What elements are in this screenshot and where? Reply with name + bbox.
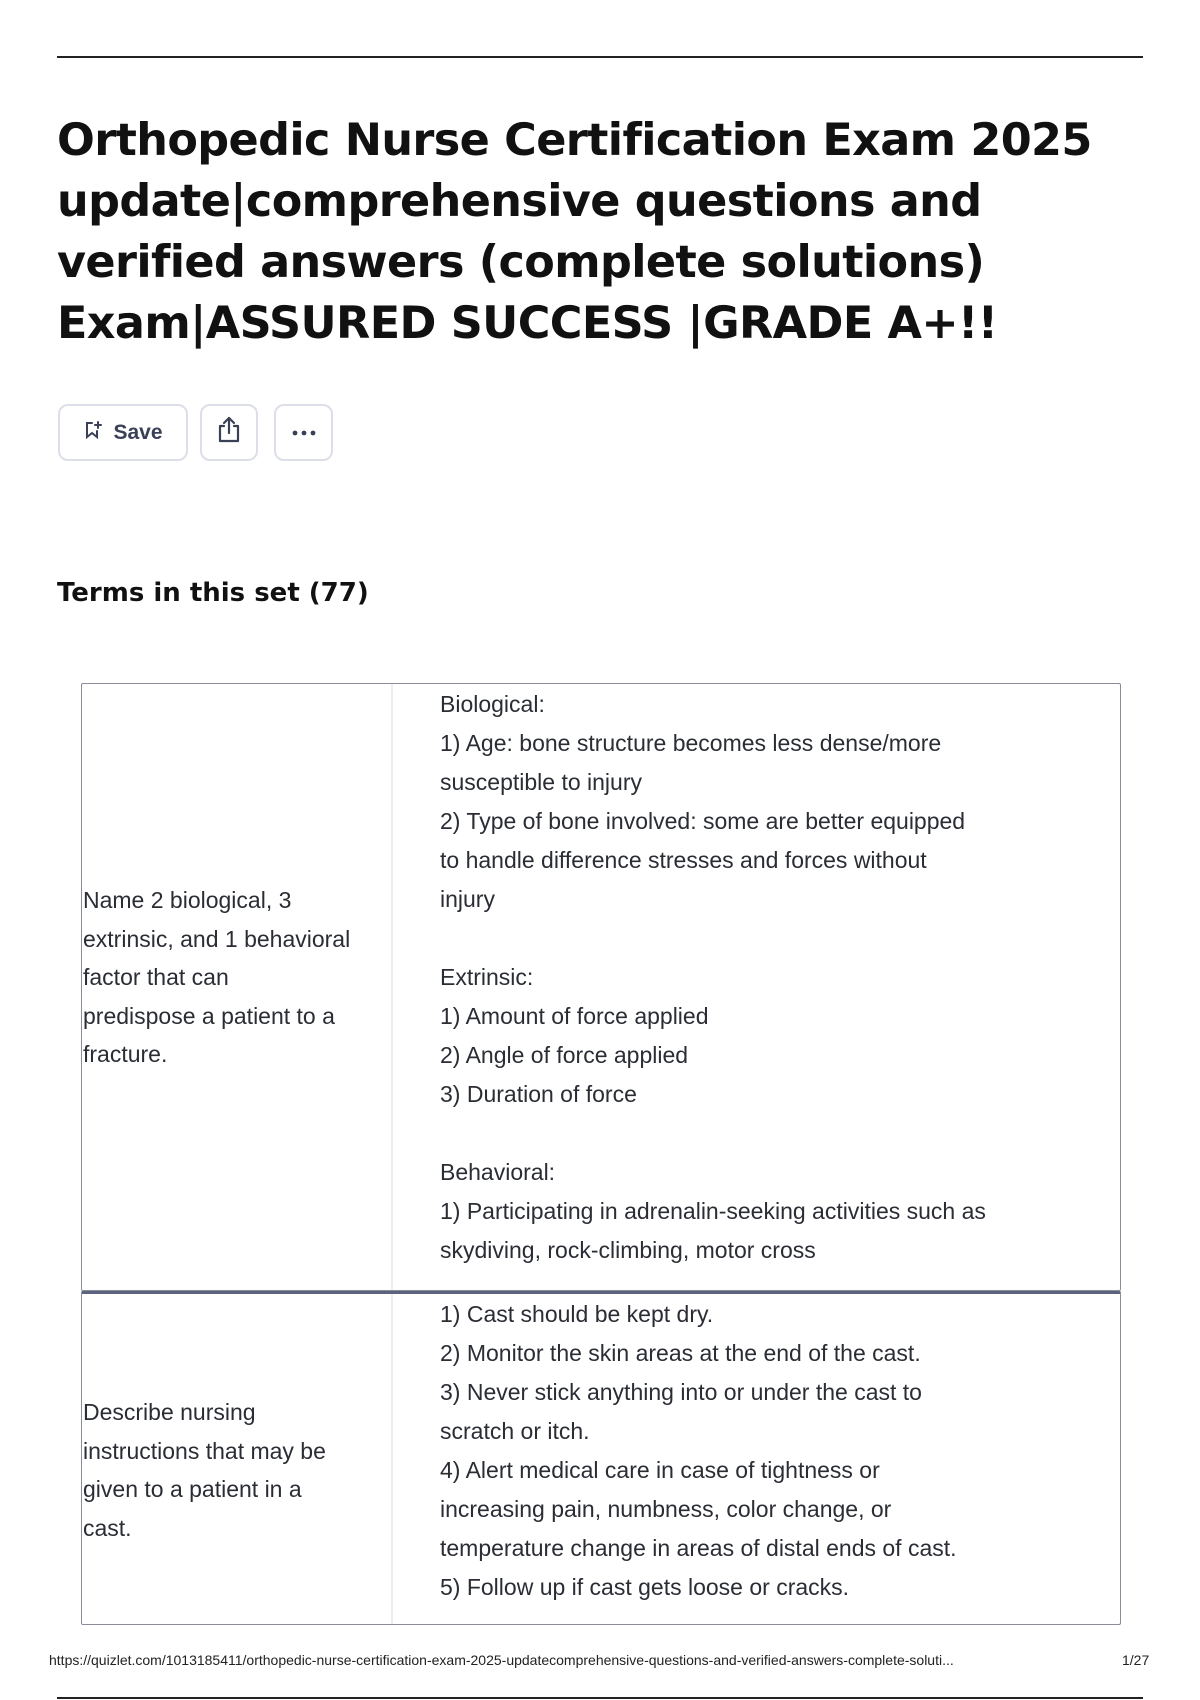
- terms-section-title: Terms in this set (77): [57, 578, 369, 608]
- print-url: https://quizlet.com/1013185411/orthopedic-nurse-certification-exam-2025-updatecomprehensive-questions-and-verified-answers-complete-soluti...: [49, 1652, 954, 1668]
- more-options-button[interactable]: [274, 404, 333, 461]
- page-title: Orthopedic Nurse Certification Exam 2025 update|comprehensive questions and verified answers (complete solutions) Exam|ASSURED SUCCESS |GRADE A+!!: [57, 115, 1092, 349]
- share-button[interactable]: [200, 404, 258, 461]
- share-icon: [215, 415, 243, 450]
- term-card: [81, 683, 1121, 1291]
- term-word: Name 2 biological, 3 extrinsic, and 1 behavioral factor that can predispose a patient to a fracture.: [83, 887, 351, 1067]
- header-divider: [57, 56, 1143, 58]
- term-column-divider: [391, 1294, 393, 1624]
- term-word: Describe nursing instructions that may be given to a patient in a cast.: [83, 1399, 326, 1541]
- term-card: [81, 1291, 1121, 1625]
- term-column-divider: [391, 684, 393, 1290]
- more-options-icon: [290, 424, 318, 442]
- footer-divider: [57, 1697, 1143, 1699]
- save-button[interactable]: [58, 404, 188, 461]
- save-icon: [83, 420, 103, 445]
- terms-list: [81, 683, 1121, 1625]
- term-definition: Biological: 1) Age: bone structure becomes less dense/more susceptible to injury 2) Type of bone involved: some are better equipped to handle difference stresses and forces without injury Extrinsic: 1) Amount of force applied 2) Angle of force applied 3) Duration of force Behavioral: 1) Participating in adrenalin-seeking activities such as skydiving, rock-climbing, motor cross: [440, 691, 986, 1263]
- page-number: 1/27: [1122, 1652, 1150, 1668]
- term-definition: 1) Cast should be kept dry. 2) Monitor the skin areas at the end of the cast. 3) Never stick anything into or under the cast to scratch or itch. 4) Alert medical care in case of tightness or increasing pain, numbness, color change, or temperature change in areas of distal ends of cast. 5) Follow up if cast gets loose or cracks.: [440, 1301, 957, 1600]
- save-button-label: Save: [113, 420, 163, 444]
